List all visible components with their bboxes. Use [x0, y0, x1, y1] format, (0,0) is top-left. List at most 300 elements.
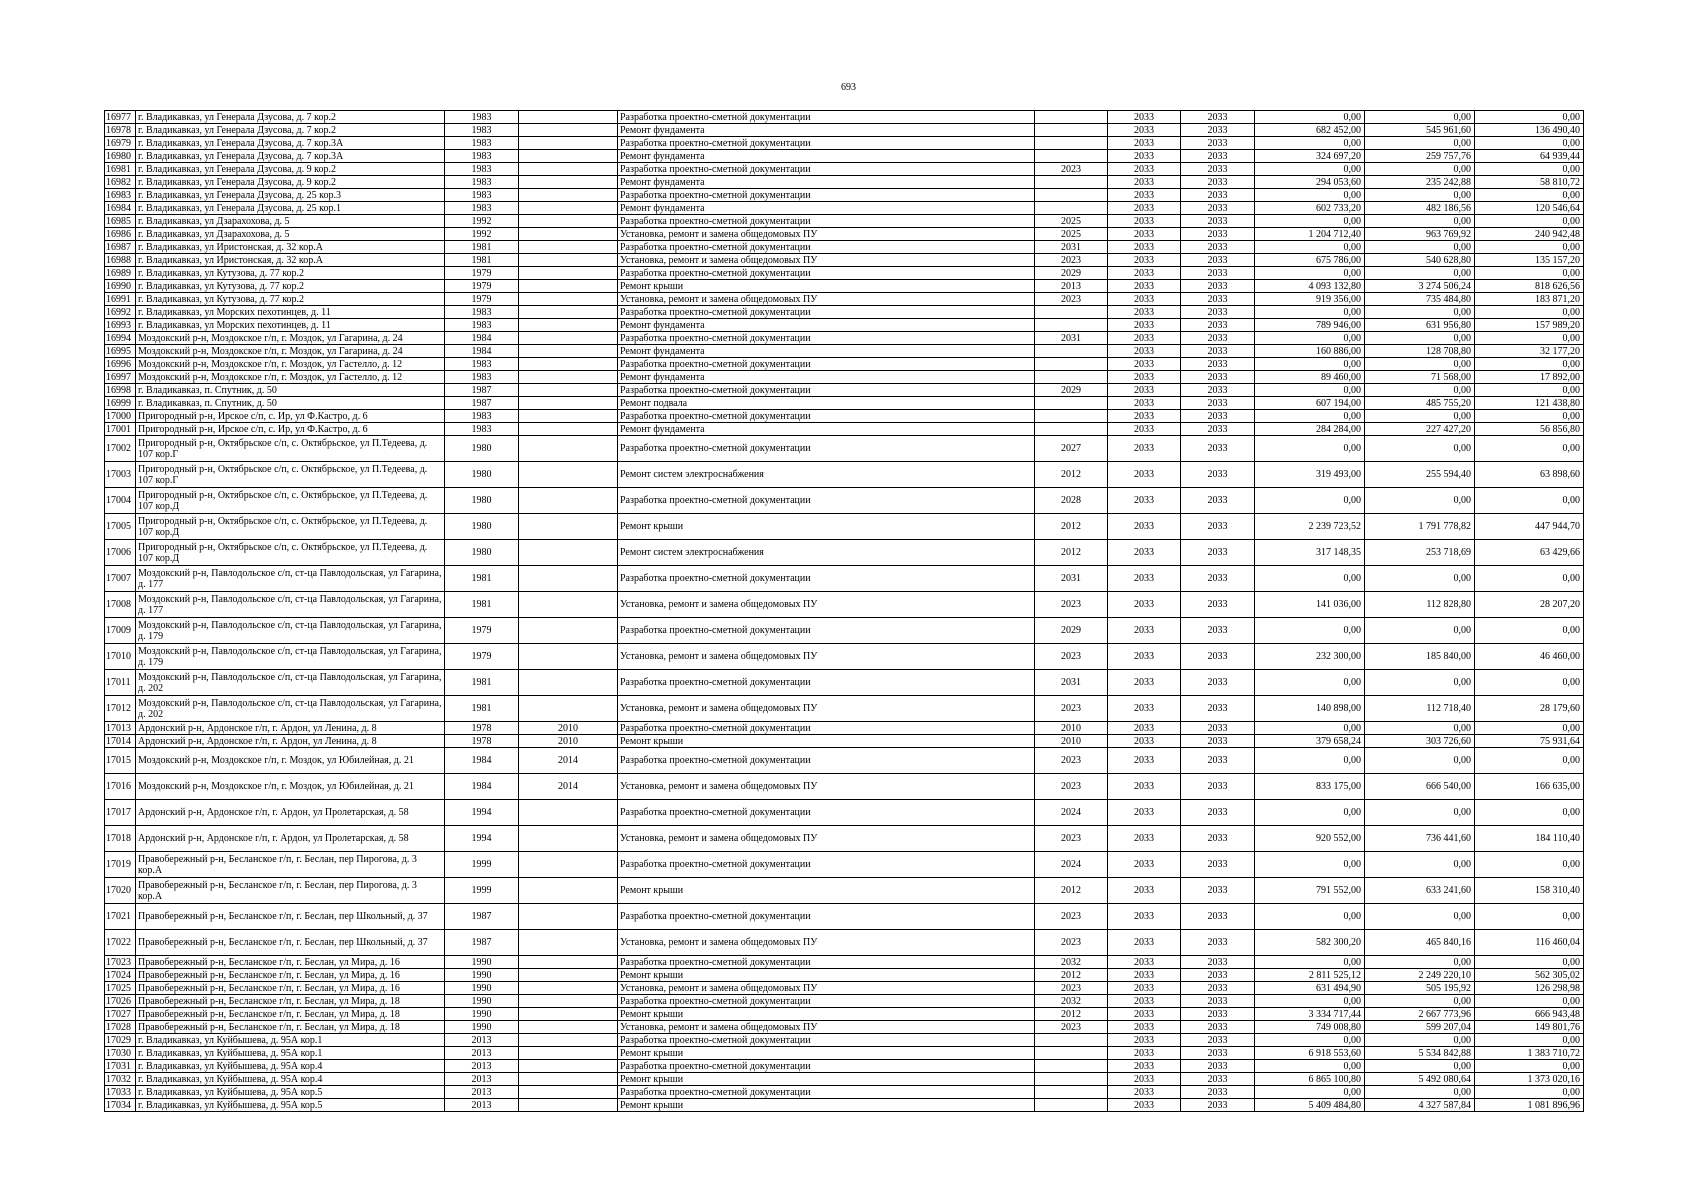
plan-year-cell — [1035, 423, 1108, 436]
work-type-cell: Ремонт фундамента — [618, 319, 1035, 332]
total-cost-cell: 0,00 — [1255, 722, 1365, 735]
work-type-cell: Разработка проектно-сметной документации — [618, 670, 1035, 696]
plan-year-cell — [1035, 410, 1108, 423]
row-number: 17022 — [105, 930, 136, 956]
start-year-cell: 2033 — [1108, 332, 1181, 345]
start-year-cell: 2033 — [1108, 1086, 1181, 1099]
start-year-cell: 2033 — [1108, 540, 1181, 566]
row-number: 16996 — [105, 358, 136, 371]
plan-year-cell — [1035, 1099, 1108, 1112]
overhaul-year-cell — [519, 163, 618, 176]
row-number: 16979 — [105, 137, 136, 150]
table-row — [105, 800, 1584, 826]
owner-share-cell: 149 801,76 — [1475, 1021, 1584, 1034]
start-year-cell: 2033 — [1108, 150, 1181, 163]
owner-share-cell: 0,00 — [1475, 241, 1584, 254]
total-cost-cell: 0,00 — [1255, 111, 1365, 124]
table-row — [105, 930, 1584, 956]
fund-share-cell: 0,00 — [1365, 189, 1475, 202]
row-number: 16995 — [105, 345, 136, 358]
owner-share-cell: 58 810,72 — [1475, 176, 1584, 189]
fund-share-cell: 631 956,80 — [1365, 319, 1475, 332]
address-cell: Моздокский р-н, Моздокское г/п, г. Моздок, ул Гагарина, д. 24 — [136, 332, 445, 345]
table-row — [105, 228, 1584, 241]
owner-share-cell: 56 856,80 — [1475, 423, 1584, 436]
row-number: 16985 — [105, 215, 136, 228]
owner-share-cell: 0,00 — [1475, 137, 1584, 150]
address-cell: Пригородный р-н, Октябрьское с/п, с. Октябрьское, ул П.Тедеева, д. 107 кор.Д — [136, 540, 445, 566]
fund-share-cell: 0,00 — [1365, 904, 1475, 930]
build-year-cell: 1984 — [445, 748, 519, 774]
overhaul-year-cell — [519, 254, 618, 267]
plan-year-cell — [1035, 124, 1108, 137]
row-number: 17015 — [105, 748, 136, 774]
fund-share-cell: 235 242,88 — [1365, 176, 1475, 189]
address-cell: г. Владикавказ, ул Генерала Дзусова, д. 7 кор.3А — [136, 150, 445, 163]
address-cell: г. Владикавказ, ул Куйбышева, д. 95А кор.1 — [136, 1034, 445, 1047]
plan-year-cell: 2012 — [1035, 969, 1108, 982]
work-type-cell: Ремонт крыши — [618, 1073, 1035, 1086]
total-cost-cell: 3 334 717,44 — [1255, 1008, 1365, 1021]
end-year-cell: 2033 — [1181, 462, 1255, 488]
work-type-cell: Разработка проектно-сметной документации — [618, 163, 1035, 176]
plan-year-cell — [1035, 176, 1108, 189]
total-cost-cell: 0,00 — [1255, 410, 1365, 423]
address-cell: Правобережный р-н, Бесланское г/п, г. Беслан, ул Мира, д. 18 — [136, 1008, 445, 1021]
end-year-cell: 2033 — [1181, 969, 1255, 982]
fund-share-cell: 112 828,80 — [1365, 592, 1475, 618]
total-cost-cell: 919 356,00 — [1255, 293, 1365, 306]
table-row — [105, 982, 1584, 995]
start-year-cell: 2033 — [1108, 592, 1181, 618]
row-number: 17025 — [105, 982, 136, 995]
total-cost-cell: 607 194,00 — [1255, 397, 1365, 410]
build-year-cell: 1981 — [445, 566, 519, 592]
build-year-cell: 1981 — [445, 241, 519, 254]
fund-share-cell: 0,00 — [1365, 488, 1475, 514]
build-year-cell: 1979 — [445, 267, 519, 280]
owner-share-cell: 0,00 — [1475, 1060, 1584, 1073]
end-year-cell: 2033 — [1181, 1034, 1255, 1047]
overhaul-year-cell — [519, 397, 618, 410]
start-year-cell: 2033 — [1108, 202, 1181, 215]
table-row — [105, 358, 1584, 371]
end-year-cell: 2033 — [1181, 345, 1255, 358]
address-cell: Правобережный р-н, Бесланское г/п, г. Беслан, ул Мира, д. 16 — [136, 982, 445, 995]
total-cost-cell: 317 148,35 — [1255, 540, 1365, 566]
address-cell: Пригородный р-н, Октябрьское с/п, с. Октябрьское, ул П.Тедеева, д. 107 кор.Д — [136, 514, 445, 540]
plan-year-cell — [1035, 397, 1108, 410]
total-cost-cell: 0,00 — [1255, 1086, 1365, 1099]
total-cost-cell: 6 918 553,60 — [1255, 1047, 1365, 1060]
total-cost-cell: 0,00 — [1255, 163, 1365, 176]
plan-year-cell — [1035, 1073, 1108, 1086]
plan-year-cell — [1035, 1047, 1108, 1060]
build-year-cell: 1987 — [445, 904, 519, 930]
work-type-cell: Ремонт крыши — [618, 735, 1035, 748]
start-year-cell: 2033 — [1108, 969, 1181, 982]
table-row — [105, 488, 1584, 514]
row-number: 17031 — [105, 1060, 136, 1073]
overhaul-year-cell — [519, 332, 618, 345]
build-year-cell: 1983 — [445, 150, 519, 163]
row-number: 17003 — [105, 462, 136, 488]
work-type-cell: Разработка проектно-сметной документации — [618, 995, 1035, 1008]
table-body — [105, 111, 1584, 1112]
work-type-cell: Установка, ремонт и замена общедомовых ПУ — [618, 826, 1035, 852]
start-year-cell: 2033 — [1108, 358, 1181, 371]
fund-share-cell: 185 840,00 — [1365, 644, 1475, 670]
table-row — [105, 137, 1584, 150]
start-year-cell: 2033 — [1108, 436, 1181, 462]
end-year-cell: 2033 — [1181, 150, 1255, 163]
start-year-cell: 2033 — [1108, 826, 1181, 852]
plan-year-cell: 2023 — [1035, 592, 1108, 618]
fund-share-cell: 71 568,00 — [1365, 371, 1475, 384]
end-year-cell: 2033 — [1181, 111, 1255, 124]
row-number: 16988 — [105, 254, 136, 267]
table-row — [105, 176, 1584, 189]
build-year-cell: 1990 — [445, 982, 519, 995]
owner-share-cell: 0,00 — [1475, 748, 1584, 774]
work-type-cell: Разработка проектно-сметной документации — [618, 956, 1035, 969]
plan-year-cell — [1035, 1060, 1108, 1073]
row-number: 17004 — [105, 488, 136, 514]
start-year-cell: 2033 — [1108, 904, 1181, 930]
owner-share-cell: 183 871,20 — [1475, 293, 1584, 306]
row-number: 17010 — [105, 644, 136, 670]
start-year-cell: 2033 — [1108, 982, 1181, 995]
build-year-cell: 1978 — [445, 735, 519, 748]
table-row — [105, 124, 1584, 137]
plan-year-cell — [1035, 319, 1108, 332]
address-cell: г. Владикавказ, ул Кутузова, д. 77 кор.2 — [136, 267, 445, 280]
build-year-cell: 1983 — [445, 163, 519, 176]
plan-year-cell: 2027 — [1035, 436, 1108, 462]
end-year-cell: 2033 — [1181, 332, 1255, 345]
start-year-cell: 2033 — [1108, 371, 1181, 384]
end-year-cell: 2033 — [1181, 241, 1255, 254]
end-year-cell: 2033 — [1181, 189, 1255, 202]
table-row — [105, 774, 1584, 800]
build-year-cell: 1980 — [445, 514, 519, 540]
overhaul-year-cell — [519, 176, 618, 189]
total-cost-cell: 140 898,00 — [1255, 696, 1365, 722]
total-cost-cell: 1 204 712,40 — [1255, 228, 1365, 241]
work-type-cell: Ремонт крыши — [618, 514, 1035, 540]
plan-year-cell: 2023 — [1035, 748, 1108, 774]
table-row — [105, 1086, 1584, 1099]
owner-share-cell: 17 892,00 — [1475, 371, 1584, 384]
work-type-cell: Разработка проектно-сметной документации — [618, 722, 1035, 735]
table-row — [105, 826, 1584, 852]
fund-share-cell: 1 791 778,82 — [1365, 514, 1475, 540]
start-year-cell: 2033 — [1108, 462, 1181, 488]
address-cell: г. Владикавказ, ул Иристонская, д. 32 кор.А — [136, 241, 445, 254]
address-cell: Правобережный р-н, Бесланское г/п, г. Беслан, ул Мира, д. 16 — [136, 956, 445, 969]
total-cost-cell: 0,00 — [1255, 1034, 1365, 1047]
overhaul-year-cell — [519, 1047, 618, 1060]
work-type-cell: Ремонт фундамента — [618, 371, 1035, 384]
fund-share-cell: 255 594,40 — [1365, 462, 1475, 488]
end-year-cell: 2033 — [1181, 1060, 1255, 1073]
total-cost-cell: 5 409 484,80 — [1255, 1099, 1365, 1112]
table-row — [105, 696, 1584, 722]
owner-share-cell: 0,00 — [1475, 566, 1584, 592]
row-number: 17001 — [105, 423, 136, 436]
fund-share-cell: 5 492 080,64 — [1365, 1073, 1475, 1086]
owner-share-cell: 157 989,20 — [1475, 319, 1584, 332]
end-year-cell: 2033 — [1181, 540, 1255, 566]
work-type-cell: Разработка проектно-сметной документации — [618, 800, 1035, 826]
end-year-cell: 2033 — [1181, 826, 1255, 852]
row-number: 16994 — [105, 332, 136, 345]
build-year-cell: 1992 — [445, 215, 519, 228]
work-type-cell: Ремонт фундамента — [618, 176, 1035, 189]
total-cost-cell: 675 786,00 — [1255, 254, 1365, 267]
build-year-cell: 1984 — [445, 332, 519, 345]
repair-program-table — [104, 110, 1584, 1112]
start-year-cell: 2033 — [1108, 215, 1181, 228]
address-cell: г. Владикавказ, ул Генерала Дзусова, д. 9 кор.2 — [136, 163, 445, 176]
start-year-cell: 2033 — [1108, 852, 1181, 878]
total-cost-cell: 0,00 — [1255, 956, 1365, 969]
total-cost-cell: 0,00 — [1255, 995, 1365, 1008]
fund-share-cell: 482 186,56 — [1365, 202, 1475, 215]
overhaul-year-cell — [519, 345, 618, 358]
table-row — [105, 319, 1584, 332]
address-cell: Правобережный р-н, Бесланское г/п, г. Беслан, пер Пирогова, д. 3 кор.А — [136, 878, 445, 904]
end-year-cell: 2033 — [1181, 566, 1255, 592]
work-type-cell: Ремонт фундамента — [618, 124, 1035, 137]
end-year-cell: 2033 — [1181, 215, 1255, 228]
fund-share-cell: 0,00 — [1365, 410, 1475, 423]
fund-share-cell: 0,00 — [1365, 241, 1475, 254]
work-type-cell: Ремонт крыши — [618, 969, 1035, 982]
fund-share-cell: 0,00 — [1365, 1086, 1475, 1099]
end-year-cell: 2033 — [1181, 293, 1255, 306]
fund-share-cell: 0,00 — [1365, 306, 1475, 319]
work-type-cell: Ремонт крыши — [618, 1008, 1035, 1021]
address-cell: Пригородный р-н, Ирское с/п, с. Ир, ул Ф.Кастро, д. 6 — [136, 410, 445, 423]
table-row — [105, 618, 1584, 644]
overhaul-year-cell: 2014 — [519, 774, 618, 800]
fund-share-cell: 2 249 220,10 — [1365, 969, 1475, 982]
fund-share-cell: 540 628,80 — [1365, 254, 1475, 267]
row-number: 17009 — [105, 618, 136, 644]
start-year-cell: 2033 — [1108, 670, 1181, 696]
end-year-cell: 2033 — [1181, 670, 1255, 696]
build-year-cell: 1981 — [445, 254, 519, 267]
address-cell: г. Владикавказ, п. Спутник, д. 50 — [136, 384, 445, 397]
build-year-cell: 1990 — [445, 1008, 519, 1021]
end-year-cell: 2033 — [1181, 306, 1255, 319]
overhaul-year-cell — [519, 150, 618, 163]
fund-share-cell: 0,00 — [1365, 137, 1475, 150]
total-cost-cell: 0,00 — [1255, 215, 1365, 228]
address-cell: г. Владикавказ, ул Генерала Дзусова, д. 7 кор.2 — [136, 124, 445, 137]
build-year-cell: 1990 — [445, 956, 519, 969]
owner-share-cell: 0,00 — [1475, 332, 1584, 345]
build-year-cell: 1983 — [445, 423, 519, 436]
build-year-cell: 2013 — [445, 1060, 519, 1073]
build-year-cell: 1983 — [445, 371, 519, 384]
owner-share-cell: 0,00 — [1475, 1034, 1584, 1047]
total-cost-cell: 631 494,90 — [1255, 982, 1365, 995]
total-cost-cell: 0,00 — [1255, 748, 1365, 774]
build-year-cell: 1987 — [445, 930, 519, 956]
overhaul-year-cell — [519, 540, 618, 566]
overhaul-year-cell — [519, 228, 618, 241]
address-cell: г. Владикавказ, ул Куйбышева, д. 95А кор.1 — [136, 1047, 445, 1060]
table-row — [105, 566, 1584, 592]
work-type-cell: Установка, ремонт и замена общедомовых ПУ — [618, 644, 1035, 670]
overhaul-year-cell — [519, 202, 618, 215]
end-year-cell: 2033 — [1181, 267, 1255, 280]
row-number: 17000 — [105, 410, 136, 423]
address-cell: Ардонский р-н, Ардонское г/п, г. Ардон, ул Пролетарская, д. 58 — [136, 800, 445, 826]
start-year-cell: 2033 — [1108, 137, 1181, 150]
total-cost-cell: 160 886,00 — [1255, 345, 1365, 358]
fund-share-cell: 0,00 — [1365, 163, 1475, 176]
plan-year-cell: 2024 — [1035, 800, 1108, 826]
work-type-cell: Ремонт фундамента — [618, 345, 1035, 358]
overhaul-year-cell — [519, 111, 618, 124]
start-year-cell: 2033 — [1108, 566, 1181, 592]
plan-year-cell — [1035, 371, 1108, 384]
fund-share-cell: 0,00 — [1365, 436, 1475, 462]
end-year-cell: 2033 — [1181, 930, 1255, 956]
row-number: 16982 — [105, 176, 136, 189]
fund-share-cell: 227 427,20 — [1365, 423, 1475, 436]
address-cell: Моздокский р-н, Павлодольское с/п, ст-ца Павлодольская, ул Гагарина, д. 179 — [136, 618, 445, 644]
table-row — [105, 1021, 1584, 1034]
start-year-cell: 2033 — [1108, 748, 1181, 774]
address-cell: г. Владикавказ, ул Кутузова, д. 77 кор.2 — [136, 280, 445, 293]
fund-share-cell: 0,00 — [1365, 566, 1475, 592]
row-number: 17017 — [105, 800, 136, 826]
end-year-cell: 2033 — [1181, 228, 1255, 241]
fund-share-cell: 0,00 — [1365, 956, 1475, 969]
build-year-cell: 1978 — [445, 722, 519, 735]
plan-year-cell: 2023 — [1035, 904, 1108, 930]
fund-share-cell: 0,00 — [1365, 1060, 1475, 1073]
table-row — [105, 150, 1584, 163]
total-cost-cell: 0,00 — [1255, 267, 1365, 280]
build-year-cell: 1983 — [445, 124, 519, 137]
table-row — [105, 748, 1584, 774]
owner-share-cell: 0,00 — [1475, 267, 1584, 280]
start-year-cell: 2033 — [1108, 995, 1181, 1008]
end-year-cell: 2033 — [1181, 800, 1255, 826]
address-cell: Моздокский р-н, Моздокское г/п, г. Моздок, ул Гастелло, д. 12 — [136, 358, 445, 371]
owner-share-cell: 135 157,20 — [1475, 254, 1584, 267]
build-year-cell: 1979 — [445, 293, 519, 306]
work-type-cell: Разработка проектно-сметной документации — [618, 241, 1035, 254]
table-row — [105, 306, 1584, 319]
start-year-cell: 2033 — [1108, 1073, 1181, 1086]
row-number: 17028 — [105, 1021, 136, 1034]
plan-year-cell: 2025 — [1035, 215, 1108, 228]
start-year-cell: 2033 — [1108, 1021, 1181, 1034]
build-year-cell: 1999 — [445, 852, 519, 878]
work-type-cell: Установка, ремонт и замена общедомовых ПУ — [618, 982, 1035, 995]
start-year-cell: 2033 — [1108, 774, 1181, 800]
row-number: 17029 — [105, 1034, 136, 1047]
table-row — [105, 735, 1584, 748]
address-cell: Правобережный р-н, Бесланское г/п, г. Беслан, ул Мира, д. 18 — [136, 995, 445, 1008]
build-year-cell: 1983 — [445, 410, 519, 423]
overhaul-year-cell — [519, 293, 618, 306]
address-cell: г. Владикавказ, ул Куйбышева, д. 95А кор.5 — [136, 1099, 445, 1112]
work-type-cell: Разработка проектно-сметной документации — [618, 566, 1035, 592]
fund-share-cell: 0,00 — [1365, 267, 1475, 280]
owner-share-cell: 0,00 — [1475, 410, 1584, 423]
table-row — [105, 397, 1584, 410]
fund-share-cell: 0,00 — [1365, 800, 1475, 826]
table-row — [105, 1099, 1584, 1112]
build-year-cell: 1994 — [445, 826, 519, 852]
plan-year-cell: 2029 — [1035, 384, 1108, 397]
table-row — [105, 241, 1584, 254]
total-cost-cell: 0,00 — [1255, 189, 1365, 202]
table-row — [105, 904, 1584, 930]
address-cell: Правобережный р-н, Бесланское г/п, г. Беслан, пер Пирогова, д. 3 кор.А — [136, 852, 445, 878]
end-year-cell: 2033 — [1181, 176, 1255, 189]
build-year-cell: 1983 — [445, 358, 519, 371]
start-year-cell: 2033 — [1108, 397, 1181, 410]
fund-share-cell: 0,00 — [1365, 995, 1475, 1008]
row-number: 17005 — [105, 514, 136, 540]
start-year-cell: 2033 — [1108, 1008, 1181, 1021]
start-year-cell: 2033 — [1108, 267, 1181, 280]
end-year-cell: 2033 — [1181, 280, 1255, 293]
address-cell: Моздокский р-н, Моздокское г/п, г. Моздок, ул Гагарина, д. 24 — [136, 345, 445, 358]
start-year-cell: 2033 — [1108, 514, 1181, 540]
table-row — [105, 592, 1584, 618]
address-cell: Моздокский р-н, Павлодольское с/п, ст-ца Павлодольская, ул Гагарина, д. 202 — [136, 696, 445, 722]
build-year-cell: 1992 — [445, 228, 519, 241]
owner-share-cell: 818 626,56 — [1475, 280, 1584, 293]
address-cell: г. Владикавказ, ул Куйбышева, д. 95А кор.4 — [136, 1073, 445, 1086]
plan-year-cell: 2012 — [1035, 878, 1108, 904]
overhaul-year-cell — [519, 1073, 618, 1086]
work-type-cell: Установка, ремонт и замена общедомовых ПУ — [618, 774, 1035, 800]
overhaul-year-cell — [519, 215, 618, 228]
end-year-cell: 2033 — [1181, 202, 1255, 215]
work-type-cell: Ремонт крыши — [618, 878, 1035, 904]
owner-share-cell: 1 373 020,16 — [1475, 1073, 1584, 1086]
address-cell: Ардонский р-н, Ардонское г/п, г. Ардон, ул Пролетарская, д. 58 — [136, 826, 445, 852]
table-row — [105, 111, 1584, 124]
end-year-cell: 2033 — [1181, 1021, 1255, 1034]
plan-year-cell: 2024 — [1035, 852, 1108, 878]
row-number: 17013 — [105, 722, 136, 735]
work-type-cell: Ремонт фундамента — [618, 150, 1035, 163]
row-number: 16987 — [105, 241, 136, 254]
fund-share-cell: 4 327 587,84 — [1365, 1099, 1475, 1112]
row-number: 17016 — [105, 774, 136, 800]
end-year-cell: 2033 — [1181, 371, 1255, 384]
build-year-cell: 1981 — [445, 592, 519, 618]
build-year-cell: 1980 — [445, 488, 519, 514]
total-cost-cell: 4 093 132,80 — [1255, 280, 1365, 293]
row-number: 16992 — [105, 306, 136, 319]
work-type-cell: Разработка проектно-сметной документации — [618, 1086, 1035, 1099]
work-type-cell: Установка, ремонт и замена общедомовых ПУ — [618, 592, 1035, 618]
start-year-cell: 2033 — [1108, 956, 1181, 969]
fund-share-cell: 0,00 — [1365, 670, 1475, 696]
